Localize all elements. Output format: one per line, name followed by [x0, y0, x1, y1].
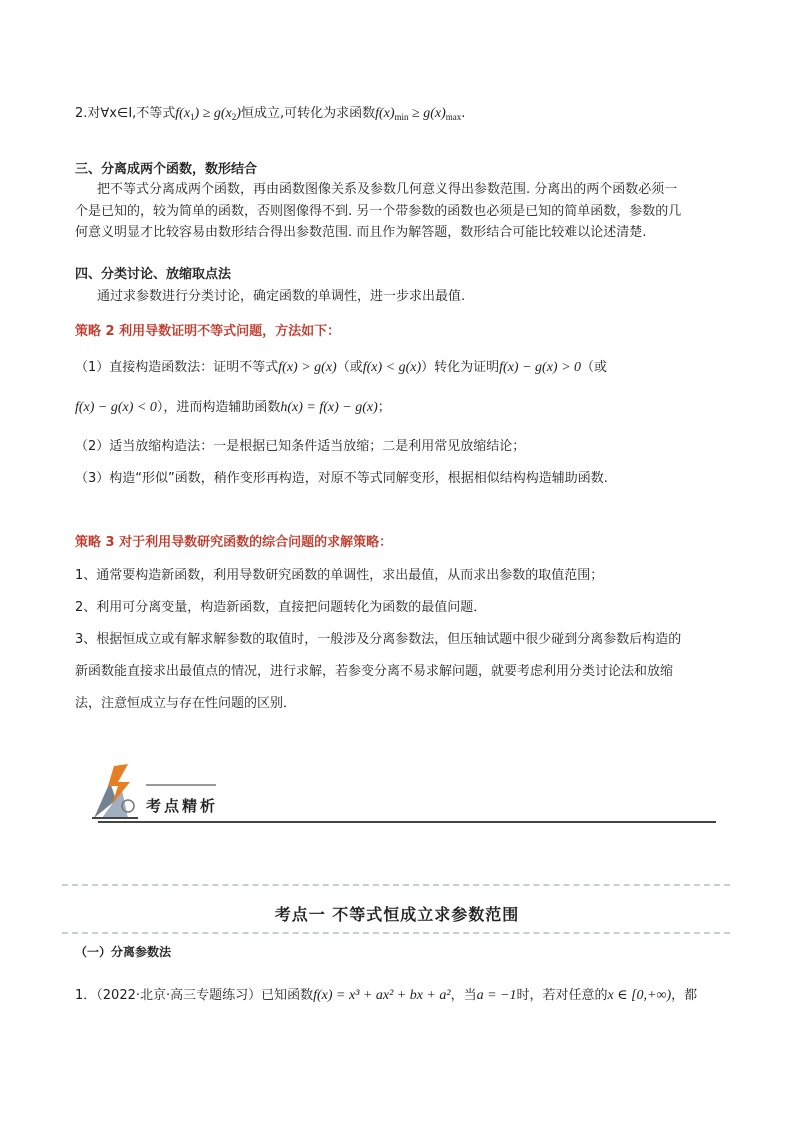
subsection-title: （一）分离参数法 [75, 945, 172, 959]
math: x ∈ [0,+∞) [607, 988, 672, 1003]
math: f(x) − g(x) > 0 [499, 360, 582, 375]
text: ）转化为证明 [421, 360, 500, 375]
text: 恒成立,可转化为求函数 [240, 106, 376, 121]
section-rule [98, 821, 716, 823]
text: . [461, 106, 466, 121]
heading-3: 三、分离成两个函数，数形结合 [75, 162, 258, 177]
strategy-2-title: 策略 2 利用导数证明不等式问题，方法如下： [75, 324, 341, 339]
math: f(x) [375, 106, 395, 121]
strategy-3-item-3-cont: 新函数能直接求出最值点的情况，进行求解，若参变分离不易求解问题，就要考虑利用分类讨论法和放缩 [75, 664, 674, 679]
strategy-3-item-2: 2、利用可分离变量，构造新函数，直接把问题转化为函数的最值问题． [75, 600, 487, 615]
math: ) ≥ g(x [194, 106, 232, 121]
divider [62, 932, 730, 934]
text: （或 [581, 360, 608, 375]
question-1 [75, 986, 697, 1006]
text: 1．（2022·北京·高三专题练习）已知函数 [75, 988, 314, 1003]
text: 2.对∀x∈I,不等式 [75, 106, 176, 121]
section-banner [88, 760, 718, 826]
math: f(x [175, 106, 191, 121]
text: （1）直接构造函数法：证明不等式 [75, 360, 279, 375]
math-sub: min [394, 112, 409, 122]
paragraph: 通过求参数进行分类讨论，确定函数的单调性，进一步求出最值. [97, 289, 466, 304]
strategy-3-item-3: 3、根据恒成立或有解求解参数的取值时，一般涉及分离参数法，但压轴试题中很少碰到分离参数后构造的 [75, 632, 682, 647]
math-sub: 2 [231, 112, 237, 122]
math: ) [236, 106, 241, 121]
strategy-2-item-1 [75, 358, 607, 378]
ruler-compass-logo-icon [88, 760, 148, 822]
topic-title: 考点一 不等式恒成立求参数范围 [274, 905, 520, 924]
text: ，都 [671, 988, 698, 1003]
text: ，当 [450, 988, 477, 1003]
math-sub: 1 [190, 112, 195, 122]
math: f(x) > g(x) [278, 360, 337, 375]
condition-line [75, 104, 465, 127]
strategy-3-title: 策略 3 对于利用导数研究函数的综合问题的求解策略： [75, 535, 393, 550]
strategy-2-item-2: （2）适当放缩构造法：一是根据已知条件适当放缩；二是利用常见放缩结论； [75, 439, 526, 454]
divider [62, 884, 730, 886]
banner-accent-line [146, 784, 216, 786]
math: f(x) < g(x) [362, 360, 422, 375]
section-label: 考点精析 [146, 797, 219, 815]
math: ≥ g(x) [408, 106, 446, 121]
paragraph: 何意义明显才比较容易由数形结合得出参数范围. 而且作为解答题，数形结合可能比较难以论述清楚. [75, 225, 647, 240]
strategy-2-item-1-cont [75, 398, 391, 418]
math: a = −1 [476, 988, 517, 1003]
math-sub: max [445, 112, 462, 122]
text: （或 [336, 360, 363, 375]
strategy-3-item-3-cont: 法，注意恒成立与存在性问题的区别． [75, 696, 297, 711]
strategy-3-item-1: 1、通常要构造新函数，利用导数研究函数的单调性，求出最值，从而求出参数的取值范围； [75, 568, 604, 583]
math: f(x) = x³ + ax² + bx + a² [313, 988, 451, 1003]
text: 时，若对任意的 [516, 988, 608, 1003]
text: ； [377, 400, 391, 415]
math: f(x) − g(x) < 0 [75, 400, 157, 415]
strategy-2-item-3: （3）构造“形似”函数，稍作变形再构造，对原不等式同解变形，根据相似结构构造辅助函数. [75, 471, 608, 486]
paragraph: 个是已知的，较为简单的函数，否则图像得不到. 另一个带参数的函数也必须是已知的简单函数，参数的几 [75, 204, 682, 219]
math: h(x) = f(x) − g(x) [280, 400, 378, 415]
text: ），进而构造辅助函数 [156, 400, 281, 415]
heading-4: 四、分类讨论、放缩取点法 [75, 267, 232, 282]
paragraph: 把不等式分离成两个函数，再由函数图像关系及参数几何意义得出参数范围. 分离出的两个函数必须一 [97, 182, 678, 197]
